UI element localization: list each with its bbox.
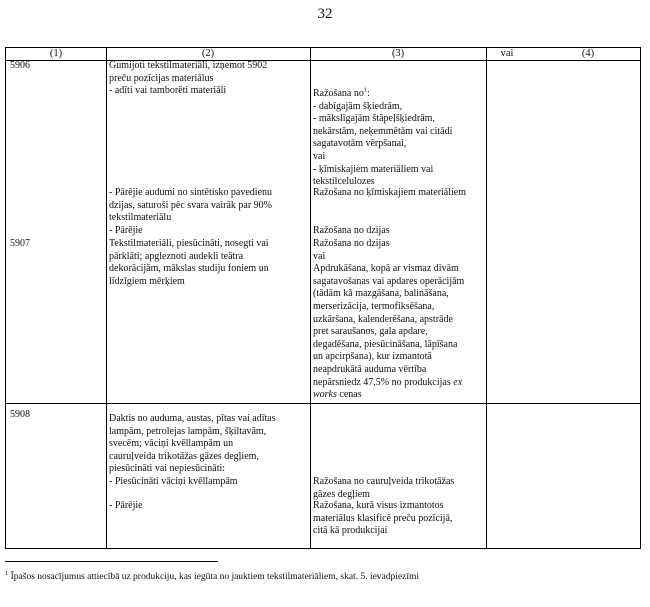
header-col-3: (3) <box>391 48 405 59</box>
footnote <box>5 571 419 583</box>
heading-code-5908: 5908 <box>10 409 30 420</box>
description-synthetic-fabrics: - Pārējie audumi no sintētisko pavedienu dzijas, saturoši pēc svara vairāk par 90% tekstilmateriālu <box>109 187 273 224</box>
rules-table <box>5 47 641 549</box>
rule-5906: Ražošana $no^1$: - dabīgajām šķiedrām, - mākslīgajām štāpeļšķiedrām, nekārstām, neķemmētām vai citādi sagatavotām vērpšanai, vai - ķīmiskajiem materiāliem vai tekstilcelulozes <box>313 86 453 188</box>
footnote-ref: 1 <box>363 86 368 94</box>
page-number: 32 <box>317 6 333 22</box>
rule-5907: Ražošana no dzijas vai Apdrukāšana, kopā ar vismaz divām sagatavošanas vai apdares operācijām (tādām kā mazgāšana, balināšana, merserizācija, termofiksēšana, uzkāršana, kalenderēšana, apstrāde pret saraušanos, gala apdare, degadēšana, piesūcināšana, lāpīšana un apcirpšana), kur izmantotā neapdrukātā auduma vērtība nepārsniedz 47,5% no produkcijas ex works cenas <box>313 238 465 401</box>
header-vai: vai <box>500 48 514 59</box>
rule-synthetic-fabrics: Ražošana no ķīmiskajiem materiāliem <box>313 187 467 198</box>
header-col-4: (4) <box>581 48 595 59</box>
column-divider <box>310 48 311 548</box>
column-divider <box>486 48 487 548</box>
rule-5908: Ražošana no cauruļveida trikotāžas gāzes degļiem <box>313 476 455 500</box>
footnote-text: Īpašos nosacījumus attiecībā uz produkciju, kas iegūta no jauktiem tekstilmateriāliem, skat. 5. ievadpiezīmi <box>10 572 420 582</box>
heading-code-5907: 5907 <box>10 238 30 249</box>
row-divider <box>6 403 640 404</box>
description-5908: Daktis no auduma, austas, pītas vai adītas lampām, petrolejas lampām, šķiltavām, svecēm; vāciņi kvēllampām un cauruļveida trikotāžas gāzes degļiem, piesūcināti vai nepiesūcināti: - Piesūcināti vāciņi kvēllampām <box>109 413 276 487</box>
header-col-2: (2) <box>201 48 215 59</box>
footnote-marker: 1 <box>5 569 9 577</box>
description-5906: Gumijoti tekstilmateriāli, izņemot 5902 preču pozīcijas materiālus - adīti vai tamborēti materiāli <box>109 60 268 97</box>
description-other-5906: - Pārējie <box>109 225 143 236</box>
description-5907: Tekstilmateriāli, piesūcināti, nosegti vai pārklāti; apgleznoti audekli teātra dekorācijām, mākslas studiju foniem un līdzīgiem mērķiem <box>109 238 269 287</box>
column-divider <box>106 48 107 548</box>
description-other-5908: - Pārējie <box>109 500 143 511</box>
rule-other-5906: Ražošana no dzijas <box>313 225 390 236</box>
heading-code-5906: 5906 <box>10 60 30 71</box>
header-col-1: (1) <box>49 48 63 59</box>
footnote-separator <box>5 561 218 562</box>
rule-other-5908: Ražošana, kurā visus izmantotos materiālus klasificē preču pozīcijā, citā kā produkcijai <box>313 500 453 537</box>
